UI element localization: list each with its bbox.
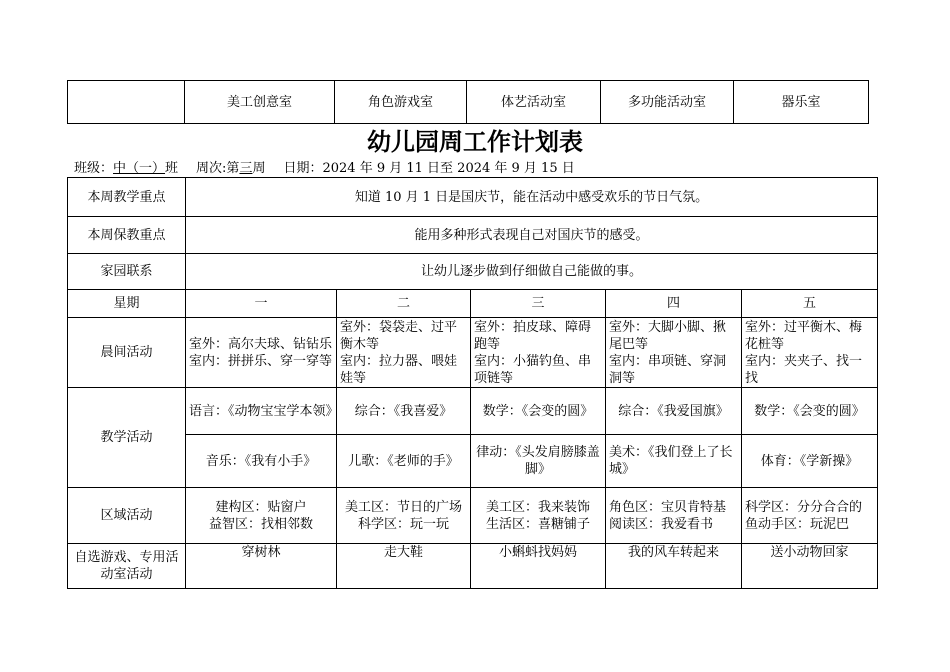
teaching-row-1 bbox=[68, 388, 878, 435]
indoor-line: 室内：夹夹子、找一找 bbox=[745, 353, 863, 386]
outdoor-line: 室外：袋袋走、过平衡木等 bbox=[340, 319, 458, 352]
morning-cell bbox=[471, 318, 606, 388]
area-cell bbox=[337, 488, 471, 544]
free-play-cell: 穿树林 bbox=[186, 544, 337, 589]
room-cell: 角色游戏室 bbox=[335, 81, 467, 124]
row-label: 区域活动 bbox=[68, 488, 186, 544]
area-row bbox=[68, 488, 878, 544]
teaching-row-2 bbox=[68, 435, 878, 488]
morning-cell bbox=[606, 318, 742, 388]
teaching-focus-value: 知道 10 月 1 日是国庆节，能在活动中感受欢乐的节日气氛。 bbox=[186, 178, 878, 217]
morning-cell bbox=[186, 318, 337, 388]
date-label: 日期： bbox=[283, 161, 323, 176]
care-focus-row bbox=[68, 217, 878, 254]
teaching-cell: 综合：《我爱国旗》 bbox=[606, 388, 742, 435]
teaching-cell: 体育：《学新操》 bbox=[742, 435, 878, 488]
outdoor-line: 室外：过平衡木、梅花桩等 bbox=[745, 319, 863, 352]
weekly-plan-table bbox=[67, 177, 878, 589]
area-cell bbox=[471, 488, 606, 544]
area-line: 美工区：我来装饰 bbox=[485, 499, 590, 515]
outdoor-line: 室外：大脚小脚、揪尾巴等 bbox=[609, 319, 727, 352]
teaching-cell: 语言：《动物宝宝学本领》 bbox=[186, 388, 337, 435]
free-play-cell: 我的风车转起来 bbox=[606, 544, 742, 589]
area-line: 科学区：玩一玩 bbox=[357, 516, 449, 532]
teaching-cell: 数学：《会变的圆》 bbox=[742, 388, 878, 435]
room-cell: 多功能活动室 bbox=[601, 81, 734, 124]
area-cell bbox=[606, 488, 742, 544]
week-value: 三 bbox=[239, 161, 253, 176]
row-label: 家园联系 bbox=[68, 254, 186, 290]
row-label: 本周教学重点 bbox=[68, 178, 186, 217]
row-label: 本周保教重点 bbox=[68, 217, 186, 254]
morning-row bbox=[68, 318, 878, 388]
home-contact-value: 让幼儿逐步做到仔细做自己能做的事。 bbox=[186, 254, 878, 290]
weekday-label: 星期 bbox=[68, 290, 186, 318]
week-suffix: 周 bbox=[252, 161, 266, 176]
indoor-line: 室内：小猫钓鱼、串项链等 bbox=[474, 353, 592, 386]
area-line: 阅读区：我爱看书 bbox=[609, 516, 714, 532]
weekday-cell: 一 bbox=[186, 290, 337, 318]
row-label: 晨间活动 bbox=[68, 318, 186, 388]
weekday-cell: 四 bbox=[606, 290, 742, 318]
weekday-header-row bbox=[68, 290, 878, 318]
weekday-cell: 三 bbox=[471, 290, 606, 318]
morning-cell bbox=[742, 318, 878, 388]
class-value: 中（一） bbox=[113, 161, 166, 176]
class-label: 班级： bbox=[74, 161, 114, 176]
class-info-line bbox=[74, 160, 575, 178]
room-cell: 器乐室 bbox=[734, 81, 869, 124]
teaching-cell: 音乐：《我有小手》 bbox=[186, 435, 337, 488]
rooms-blank-cell bbox=[68, 81, 185, 124]
week-label: 周次:第 bbox=[196, 161, 240, 176]
area-cell bbox=[742, 488, 878, 544]
teaching-cell: 美术：《我们登上了长城》 bbox=[606, 435, 742, 488]
area-cell bbox=[186, 488, 337, 544]
page-title: 幼儿园周工作计划表 bbox=[367, 127, 583, 156]
free-play-cell: 小蝌蚪找妈妈 bbox=[471, 544, 606, 589]
teaching-focus-row bbox=[68, 178, 878, 217]
care-focus-value: 能用多种形式表现自己对国庆节的感受。 bbox=[186, 217, 878, 254]
outdoor-line: 室外：高尔夫球、钻钻乐 bbox=[189, 336, 333, 352]
teaching-cell: 律动：《头发肩膀膝盖脚》 bbox=[471, 435, 606, 488]
weekday-cell: 二 bbox=[337, 290, 471, 318]
row-label: 教学活动 bbox=[68, 388, 186, 488]
area-line: 美工区：节日的广场 bbox=[344, 499, 462, 515]
free-play-cell: 送小动物回家 bbox=[742, 544, 878, 589]
outdoor-line: 室外：拍皮球、障碍跑等 bbox=[474, 319, 592, 352]
row-label: 自选游戏、专用活动室活动 bbox=[68, 544, 186, 589]
area-line: 益智区：找相邻数 bbox=[208, 516, 313, 532]
indoor-line: 室内：串项链、穿洞洞等 bbox=[609, 353, 727, 386]
teaching-cell: 数学：《会变的圆》 bbox=[471, 388, 606, 435]
room-cell: 体艺活动室 bbox=[467, 81, 601, 124]
free-play-cell: 走大鞋 bbox=[337, 544, 471, 589]
morning-cell bbox=[337, 318, 471, 388]
area-line: 科学区：分分合合的 bbox=[745, 499, 863, 515]
weekday-cell: 五 bbox=[742, 290, 878, 318]
area-line: 生活区：喜糖铺子 bbox=[485, 516, 590, 532]
indoor-line: 室内：拉力器、喂娃娃等 bbox=[340, 353, 458, 386]
home-contact-row bbox=[68, 254, 878, 290]
teaching-cell: 综合：《我喜爱》 bbox=[337, 388, 471, 435]
free-play-row bbox=[68, 544, 878, 589]
area-line: 角色区：宝贝肯特基 bbox=[609, 499, 727, 515]
rooms-table bbox=[67, 80, 869, 124]
class-suffix: 班 bbox=[165, 161, 179, 176]
area-line: 建构区：贴窗户 bbox=[215, 499, 307, 515]
indoor-line: 室内：拼拼乐、穿一穿等 bbox=[189, 353, 333, 369]
area-line: 鱼动手区：玩泥巴 bbox=[745, 516, 850, 532]
date-value: 2024 年 9 月 11 日至 2024 年 9 月 15 日 bbox=[322, 161, 575, 176]
teaching-cell: 儿歌：《老师的手》 bbox=[337, 435, 471, 488]
rooms-row bbox=[68, 81, 869, 124]
room-cell: 美工创意室 bbox=[185, 81, 335, 124]
